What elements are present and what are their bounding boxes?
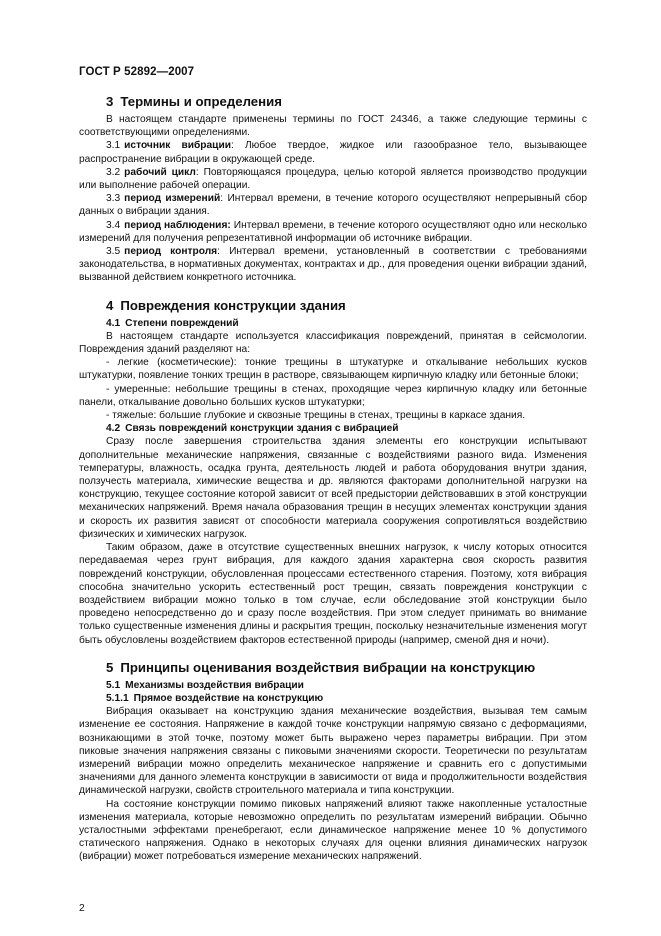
term-number: 3.4 — [106, 219, 121, 231]
term: период наблюдения: — [124, 219, 231, 231]
section-title: Термины и определения — [120, 94, 282, 109]
definition: : Повторяющаяся процедура, целью которой является производство продукции или выполнение рабочей операции. — [79, 166, 587, 192]
section-number: 5 — [106, 659, 114, 675]
subsection-title: Механизмы воздействия вибрации — [125, 679, 304, 691]
term: период контроля — [124, 246, 218, 258]
subsection-number: 4.1 — [106, 317, 121, 329]
subsection-4-2-heading — [79, 422, 587, 435]
term-number: 3.5 — [106, 246, 121, 258]
term-definition — [79, 192, 587, 218]
page-number: 2 — [79, 903, 85, 914]
term: рабочий цикл — [124, 166, 196, 178]
section-title: Принципы оценивания воздействия вибрации на конструкцию — [120, 659, 536, 675]
section-number: 4 — [106, 297, 114, 313]
list-item: - легкие (косметические): тонкие трещины в штукатурке и откалывание небольших кусков штукатурки, появление тонких трещин в растворе, связывающем кирпичную кладку или бетонные блоки; — [79, 357, 587, 382]
paragraph: На состояние конструкции помимо пиковых напряжений влияют также накопленные усталостные изменения материала, которые невозможно определить по результатам измерений вибрации. Обычно усталостными эффектами пренебрегают, если динамическое напряжение менее 10 % допустимого статического напряжения. Однако в некоторых случаях для оценки влияния динамических нагрузок (вибрации) может потребоваться измерение механических напряжений. — [79, 798, 587, 863]
subsection-title: Прямое воздействие на конструкцию — [133, 692, 324, 704]
subsection-4-1-heading — [79, 317, 587, 330]
definition: : Любое твердое, жидкое или газообразное тело, вызывающее распространение вибрации в окружающей среде. — [79, 140, 587, 165]
section-4 — [79, 297, 587, 647]
term-number: 3.3 — [106, 193, 121, 205]
subsection-title: Степени повреждений — [125, 317, 239, 329]
subsection-number: 5.1.1 — [106, 692, 129, 704]
subsection-5-1-1-heading — [79, 692, 587, 705]
term: источник вибрации — [124, 140, 231, 152]
term-number: 3.2 — [106, 166, 121, 178]
subsection-number: 4.2 — [106, 423, 121, 435]
section-number: 3 — [106, 94, 114, 109]
section-4-heading — [79, 297, 587, 314]
definition: Интервал времени, в течение которого осуществляют одно или несколько измерений для получения репрезентативной информации об источнике вибрации. — [79, 219, 587, 244]
term: период измерений — [124, 193, 221, 205]
term-definition — [79, 245, 587, 285]
list-item: - тяжелые: большие глубокие и сквозные трещины в стенах, трещины в каркасе здания. — [106, 410, 526, 422]
document-header: ГОСТ Р 52892—2007 — [79, 66, 195, 78]
section-3 — [79, 93, 587, 285]
section-3-heading — [79, 93, 587, 110]
paragraph: Вибрация оказывает на конструкцию здания механические воздействия, вызывая тем самым изменение ее состояния. Напряжение в каждой точке конструкции напрямую связано с деформациями, возникающими в этой точке, поэтому может быть выражено через параметры вибрации. При этом пиковые значения напряжения связаны с пиковыми значениями скорости. Теоретически по результатам измерений вибрации можно определить механическое напряжение и сравнить его с допустимыми значениями для данного элемента конструкции в зависимости от вида и продолжительности воздействия динамической нагрузки, свойств строительного материала и типа конструкции. — [79, 706, 587, 797]
definition: : Интервал времени, установленный в соответствии с требованиями законодательства, в нормативных документах, контрактах и др., для проведения оценки вибрации зданий, вызванной действием конкретного источника. — [79, 246, 587, 284]
paragraph: В настоящем стандарте применены термины по ГОСТ 24346, а также следующие термины с соответствующими определениями. — [79, 114, 587, 139]
section-5 — [79, 659, 587, 864]
term-number: 3.1 — [106, 140, 121, 152]
section-5-heading — [79, 659, 587, 676]
subsection-5-1-heading — [79, 679, 587, 692]
paragraph: Сразу после завершения строительства здания элементы его конструкции испытывают дополнительные механические напряжения, связанные с воздействиями разного вида. Изменения температуры, влажность, осадка грунта, деятельность людей и работа оборудования внутри здания, ползучесть материала, химические вещества и др. являются факторами дополнительной нагрузки на конструкцию, текущее состояние которой зависит от всей предыстории действовавших в этой конструкции механических напряжений. Время начала образования трещин в несущих элементах конструкции здания и скорость их развития зависят от способности материала сооружения сопротивляться воздействию физических и химических нагрузок. — [79, 436, 587, 540]
subsection-title: Связь повреждений конструкции здания с вибрацией — [125, 423, 399, 435]
paragraph: В настоящем стандарте используется классификация повреждений, принятая в сейсмологии. Повреждения зданий разделяют на: — [79, 330, 587, 356]
definition: : Интервал времени, в течение которого осуществляют непрерывный сбор данных о вибрации здания. — [79, 193, 587, 218]
paragraph: Таким образом, даже в отсутствие существенных внешних нагрузок, к числу которых относится передаваемая через грунт вибрация, для каждого здания характерна своя скорость развития повреждений конструкции, обусловленная процессами естественного старения. Поэтому, хотя вибрация способна значительно ускорить естественный рост трещин, связать повреждения конструкции с воздействием вибрации можно только в том случае, если обследование этой конструкции было проведено непосредственно до и сразу после воздействия. При этом следует принимать во внимание только существенные изменения длины и раскрытия трещин, поскольку незначительные изменения могут быть обусловлены воздействием факторов естественной природы (например, сменой дня и ночи). — [79, 542, 587, 646]
list-item: - умеренные: небольшие трещины в стенах, проходящие через кирпичную кладку или бетонные панели, откалывание довольно больших кусков штукатурки; — [79, 383, 587, 408]
term-definition — [79, 166, 587, 192]
section-title: Повреждения конструкции здания — [120, 297, 346, 313]
term-definition — [79, 139, 587, 165]
subsection-number: 5.1 — [106, 679, 121, 691]
term-definition — [79, 219, 587, 245]
document-body — [79, 93, 587, 864]
